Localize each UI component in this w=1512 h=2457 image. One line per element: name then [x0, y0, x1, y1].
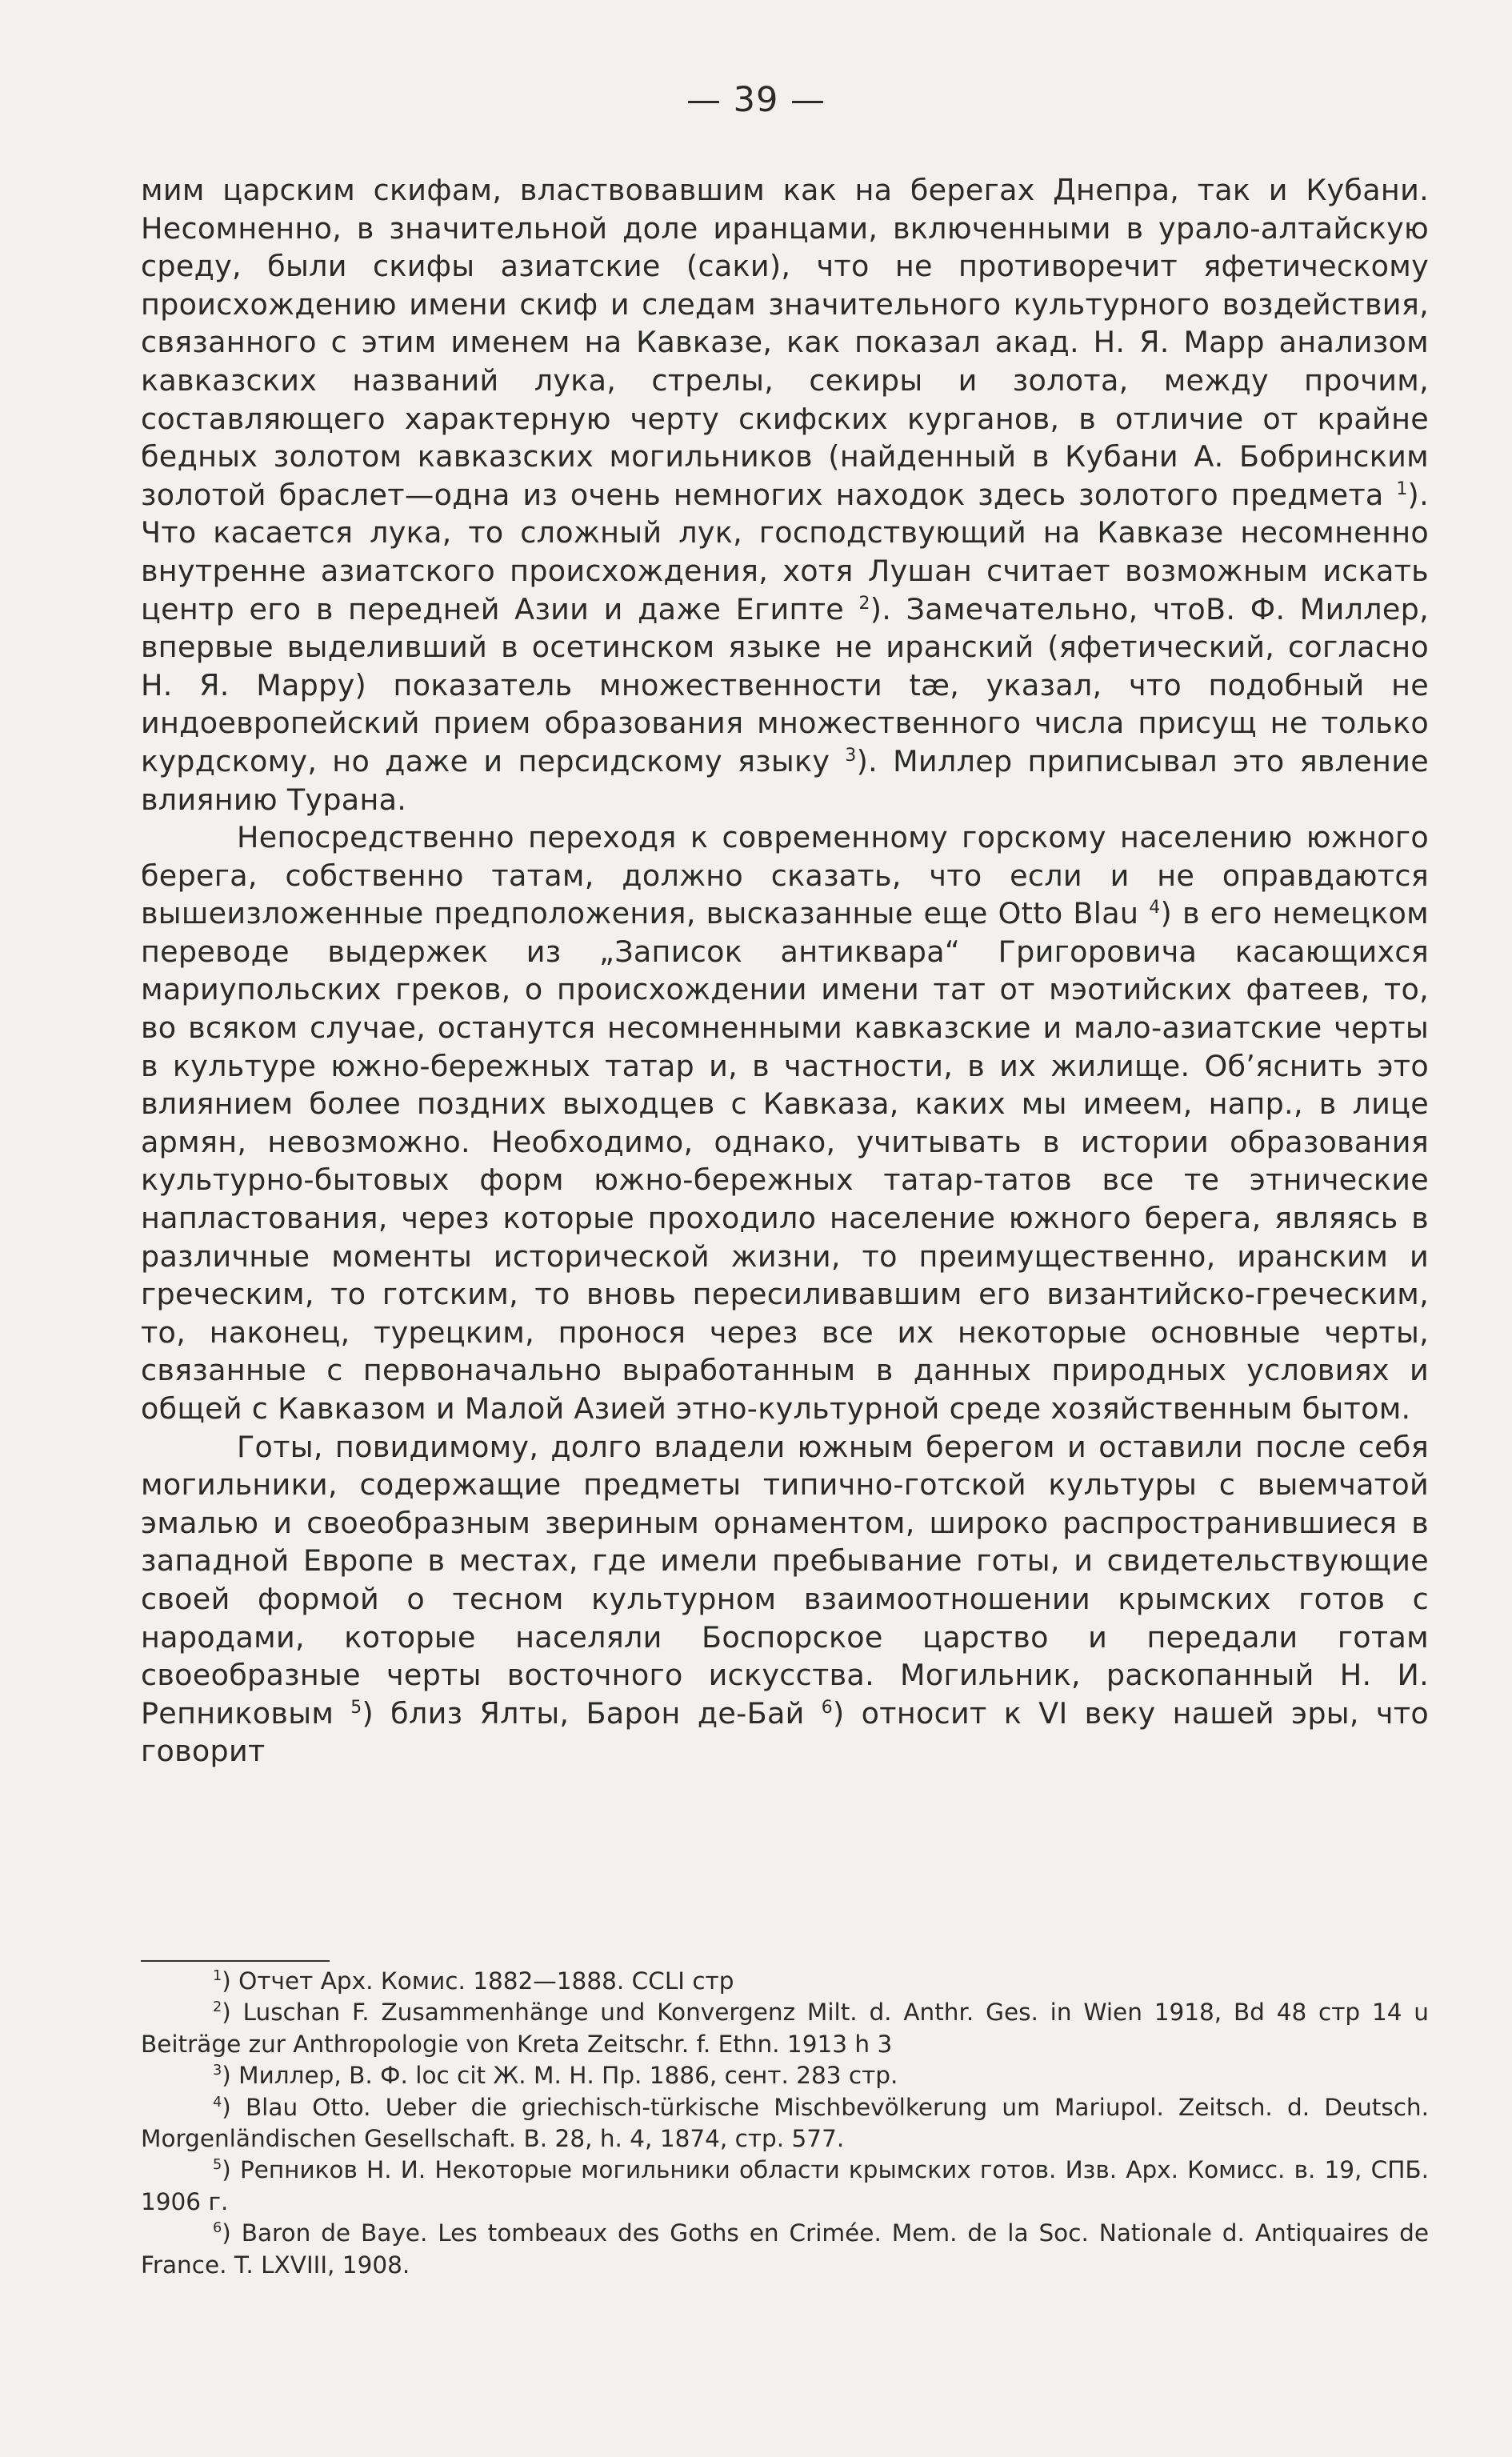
footnote-ref: 4	[1149, 898, 1161, 918]
footnote-text: Blau Otto. Ueber die griechisch-türkische Mischbevölkerung um Mariupol. Zeitsch. d. Deutsch. Morgenländischen Gesellschaft. B. 28, h. 4, 1874, стр. 577.	[141, 2093, 1430, 2153]
paragraph-text: ) в его немецком переводе выдержек из „Записок антиквара“ Григоровича касающихся мариупольских греков, о происхождении имени тат от мэотийских фатеев, то, во всяком случае, останутся несомненными кавказские и мало-азиатские черты в культуре южно-бережных татар и, в частности, в их жилище. Об’яснить это влиянием более поздних выходцев с Кавказа, каких мы имеем, напр., в лице армян, невозможно. Необходимо, однако, учитывать в истории образования культурно-бытовых форм южно-бережных татар-татов все те этнические напластования, через которые проходило население южного берега, являясь в различные моменты исторической жизни, то преимущественно, иранским и греческим, то готским, то вновь пересиливавшим его византийско-греческим, то, наконец, турецким, пронося через все их некоторые основные черты, связанные с первоначально выработанным в данных природных условиях и общей с Кавказом и Малой Азией этно-культурной среде хозяйственным бытом.	[141, 896, 1429, 1426]
paragraph-text: мим царским скифам, властвовавшим как на берегах Днепра, так и Кубани. Несомненно, в значительной доле иранцами, включенными в урало-алтайскую среду, были скифы азиатские (саки), что не противоречит яфетическому происхождению имени скиф и следам значительного культурного воздействия, связанного с этим именем на Кавказе, как показал акад. Н. Я. Марр анализом кавказских названий лука, стрелы, секиры и золота, между прочим, составляющего характерную черту скифских курганов, в отличие от крайне бедных золотом кавказских могильников (найденный в Кубани А. Бобринским золотой браслет—одна из очень немногих находок здесь золотого предмета	[141, 173, 1429, 512]
footnote-mark: 4	[213, 2094, 222, 2111]
paragraph	[141, 818, 1429, 1428]
footnote-ref: 1	[1396, 478, 1408, 499]
footnote-divider	[141, 1960, 330, 1962]
paragraph-text: ) относит к VI веку нашей эры, что говорит	[141, 1695, 1429, 1769]
footnote-mark: 6	[213, 2220, 222, 2237]
footnotes	[141, 1966, 1429, 2281]
footnote-mark: 2	[213, 1999, 222, 2016]
footnote: $^4$) Blau Otto. Ueber die griechisch-türkische Mischbevölkerung um Mariupol. Zeitsch. d. Deutsch. Morgenländischen Gesellschaft. B. 28, h. 4, 1874, стр. 577.	[141, 2093, 1430, 2153]
footnote-text: Миллер, В. Ф. loc cit Ж. М. Н. Пр. 1886, сент. 283 стр.	[238, 2062, 898, 2090]
footnote-text: Luschan F. Zusammenhänge und Konvergenz Milt. d. Anthr. Ges. in Wien 1918, Bd 48 стр 14 u Beiträge zur Anthropologie von Kreta Zeitschr. f. Ethn. 1913 h 3	[141, 1999, 1429, 2058]
paragraph-text: Непосредственно переходя к современному горскому населению южного берега, собственно татам, должно сказать, что если и не оправдаются вышеизложенные предположения, высказанные еще Otto Blau	[141, 820, 1429, 931]
footnote: $^3$) Миллер, В. Ф. loc cit Ж. М. Н. Пр. 1886, сент. 283 стр.	[213, 2062, 898, 2090]
paragraph	[141, 171, 1429, 818]
footnote: $^1$) Отчет Арх. Комис. 1882—1888. CCLI стр	[213, 1967, 734, 1995]
paragraph-text: Готы, повидимому, долго владели южным берегом и оставили после себя могильники, содержащие предметы типично-готской культуры с выемчатой эмалью и своеобразным звериным орнаментом, широко распространившиеся в западной Европе в местах, где имели пребывание готы, и свидетельствующие своей формой о тесном культурном взаимоотношении крымских готов с народами, которые населяли Боспорское царство и передали готам своеобразные черты восточного искусства. Могильник, раскопанный Н. И. Репниковым	[141, 1429, 1429, 1731]
footnote-text: Репников Н. И. Некоторые могильники области крымских готов. Изв. Арх. Комисс. в. 19, СПБ. 1906 г.	[141, 2156, 1429, 2215]
footnote: $^5$) Репников Н. И. Некоторые могильники области крымских готов. Изв. Арх. Комисс. в. 19, СПБ. 1906 г.	[141, 2156, 1429, 2215]
footnote: $^2$) Luschan F. Zusammenhänge und Konvergenz Milt. d. Anthr. Ges. in Wien 1918, Bd 48 стр 14 u Beiträge zur Anthropologie von Kreta Zeitschr. f. Ethn. 1913 h 3	[141, 1999, 1429, 2058]
footnote-mark: 3	[213, 2063, 222, 2079]
paragraph-text: ). Миллер приписывал это явление влиянию Турана.	[141, 743, 1429, 817]
footnote-ref: 3	[845, 745, 857, 766]
footnote-mark: 5	[213, 2157, 222, 2174]
footnote-mark: 1	[213, 1968, 222, 1985]
paragraph-text: ). Что касается лука, то сложный лук, господствующий на Кавказе несомненно внутренне азиатского происхождения, хотя Лушан считает возможным искать центр его в передней Азии и даже Египте	[141, 477, 1429, 626]
footnote-ref: 5	[350, 1697, 362, 1718]
footnote-ref: 6	[821, 1697, 833, 1718]
paragraph-text: ). Замечательно, чтоВ. Ф. Миллер, впервые выделивший в осетинском языке не иранский (яфетический, согласно Н. Я. Марру) показатель множественности tæ, указал, что подобный не индоевропейский прием образования множественного числа присущ не только курдскому, но даже и персидскому языку	[141, 591, 1430, 778]
paragraph	[141, 1428, 1429, 1771]
footnote-ref: 2	[858, 593, 870, 614]
paragraph-text: ) близ Ялты, Барон де-Бай	[362, 1695, 822, 1731]
footnote: $^6$) Baron de Baye. Les tombeaux des Goths en Crimée. Mem. de la Soc. Nationale d. Antiquaires de France. T. LXVIII, 1908.	[141, 2219, 1429, 2279]
main-text	[141, 171, 1429, 1771]
footnote-text: Baron de Baye. Les tombeaux des Goths en Crimée. Mem. de la Soc. Nationale d. Antiquaires de France. T. LXVIII, 1908.	[141, 2219, 1429, 2279]
footnote-text: Отчет Арх. Комис. 1882—1888. CCLI стр	[238, 1967, 734, 1995]
page-number: — 39 —	[686, 80, 826, 120]
